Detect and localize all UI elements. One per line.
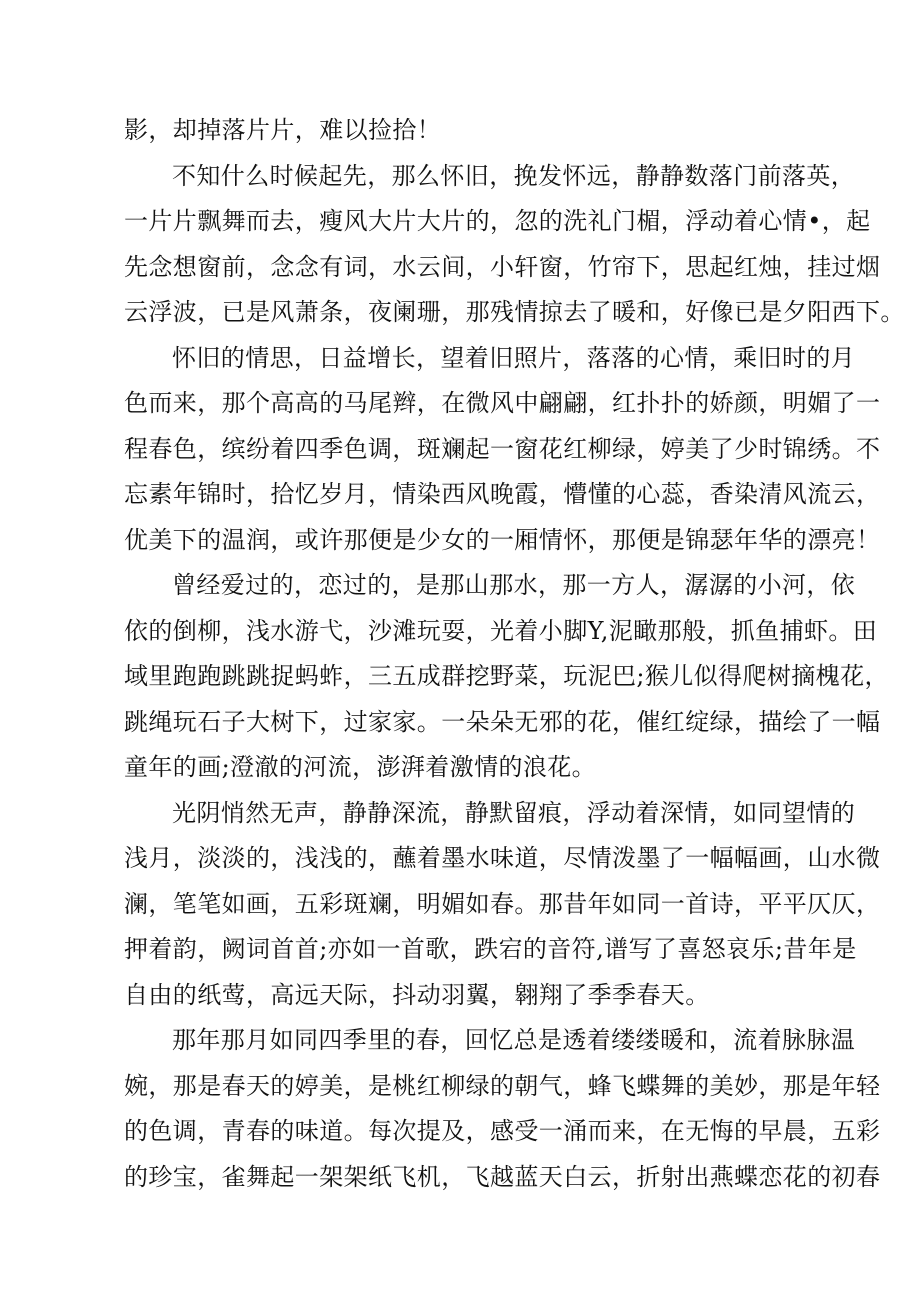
paragraph-first-line: 曾经爱过的，恋过的，是那山那水，那一方人，潺潺的小河，依 bbox=[172, 571, 856, 599]
paragraph-first-line: 光阴悄然无声，静静深流，静默留痕，浮动着深情，如同望情的 bbox=[172, 798, 856, 827]
text-line: 跳绳玩石子大树下，过家家。一朵朵无邪的花，催红绽绿，描绘了一幅 bbox=[124, 707, 881, 736]
text-line: 优美下的温润，或许那便是少女的一厢情怀，那便是锦瑟年华的漂亮！ bbox=[124, 525, 881, 554]
text-line: 的色调，青春的味道。每次提及，感受一涌而来，在无悔的早晨，五彩 bbox=[124, 1117, 881, 1145]
text-line: 忘素年锦时，拾忆岁月，情染西风晚霞，懵懂的心蕊，香染清风流云， bbox=[124, 480, 881, 508]
text-line: 押着韵，阙词首首;亦如一首歌，跌宕的音符,谱写了喜怒哀乐;昔年是 bbox=[124, 935, 857, 963]
text-line: 影，却掉落片片，难以捡拾！ bbox=[124, 116, 442, 144]
text-line: 程春色，缤纷着四季色调，斑斓起一窗花红柳绿，婷美了少时锦绣。不 bbox=[124, 434, 881, 463]
text-line: 色而来，那个高高的马尾辫，在微风中翩翩，红扑扑的娇颜，明媚了一 bbox=[124, 389, 881, 417]
text-line: 依的倒柳，浅水游弋，沙滩玩耍，光着小脚Y,泥瞰那般，抓鱼捕虾。田 bbox=[124, 616, 878, 645]
text-line: 童年的画;澄澈的河流，澎湃着激情的浪花。 bbox=[124, 753, 597, 781]
text-line: 先念想窗前，念念有词，水云间，小轩窗，竹帘下，思起红烛，挂过烟 bbox=[124, 252, 881, 281]
text-line: 域里跑跑跳跳捉蚂蚱，三五成群挖野菜，玩泥巴;猴儿似得爬树摘槐花， bbox=[124, 662, 889, 690]
text-line: 云浮波，已是风萧条，夜阑珊，那残情掠去了暖和，好像已是夕阳西下。 bbox=[124, 298, 905, 326]
text-line: 澜，笔笔如画，五彩斑斓，明媚如春。那昔年如同一首诗，平平仄仄， bbox=[124, 889, 881, 918]
text-line: 婉，那是春天的婷美，是桃红柳绿的朝气，蜂飞蝶舞的美妙，那是年轻 bbox=[124, 1071, 881, 1100]
text-line: 自由的纸莺，高远天际，抖动羽翼，翱翔了季季春天。 bbox=[124, 980, 710, 1009]
text-line: 浅月，淡淡的，浅浅的，蘸着墨水味道，尽情泼墨了一幅幅画，山水微 bbox=[124, 844, 881, 872]
paragraph-first-line: 怀旧的情思，日益增长，望着旧照片，落落的心情，乘旧时的月 bbox=[172, 343, 856, 372]
text-line: 的珍宝，雀舞起一架架纸飞机，飞越蓝天白云，折射出燕蝶恋花的初春 bbox=[124, 1162, 881, 1191]
paragraph-first-line: 那年那月如同四季里的春，回忆总是透着缕缕暖和，流着脉脉温 bbox=[172, 1026, 856, 1054]
paragraph-first-line: 不知什么时候起先，那么怀旧，挽发怀远，静静数落门前落英， bbox=[172, 161, 856, 190]
text-line: 一片片飘舞而去，瘦风大片大片的，忽的洗礼门楣，浮动着心情•，起 bbox=[124, 207, 871, 235]
